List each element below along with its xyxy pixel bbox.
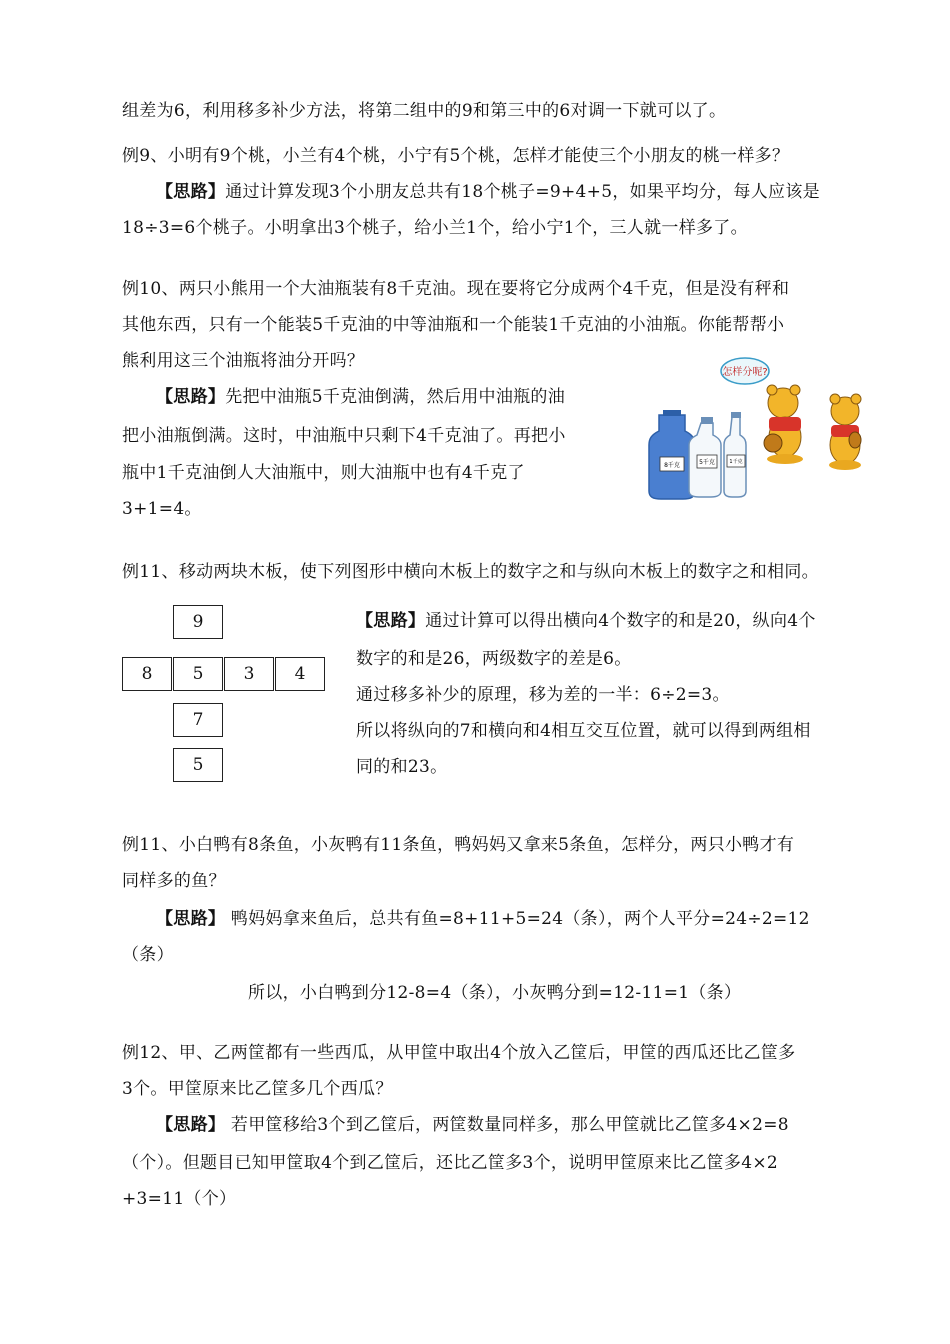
board-grid	[122, 605, 328, 786]
oil-bottles-bears-illustration	[645, 355, 870, 500]
example-12-hint	[156, 1114, 789, 1136]
bear-left	[764, 385, 803, 464]
hint-text: 若甲筐移给3个到乙筐后，两筐数量同样多，那么甲筐就比乙筐多4×2=8	[225, 1115, 789, 1135]
hint-tag: 【思路】	[156, 909, 226, 929]
text-line: （条）	[122, 945, 174, 965]
text-line: 组差为6，利用移多补少方法，将第二组中的9和第三中的6对调一下就可以了。	[122, 101, 727, 121]
bottle-label-big: 8千克	[664, 462, 680, 469]
text-line: 3+1=4。	[122, 499, 202, 519]
text-line: （个）。但题目已知甲筐取4个到乙筐后，还比乙筐多3个，说明甲筐原来比乙筐多4×2	[122, 1153, 779, 1173]
hint-tag: 【思路】	[156, 387, 226, 407]
text-line: 数字的和是26，两级数字的差是6。	[356, 649, 632, 669]
hint-tag: 【思路】	[156, 1115, 226, 1135]
grid-cell-down1: 7	[173, 703, 223, 737]
hint-text: 先把中油瓶5千克油倒满，然后用中油瓶的油	[225, 387, 566, 407]
example-11-title: 例11、移动两块木板，使下列图形中横向木板上的数字之和与纵向木板上的数字之和相同。	[122, 562, 819, 582]
text-line: 同的和23。	[356, 757, 448, 777]
text-line: 把小油瓶倒满。这时，中油瓶中只剩下4千克油了。再把小	[122, 426, 566, 446]
bottle-label-small: 1千克	[729, 459, 743, 465]
example-11b-hint	[156, 908, 810, 930]
grid-cell-center: 5	[173, 657, 223, 691]
hint-tag: 【思路】	[156, 182, 226, 202]
example-12-title: 例12、甲、乙两筐都有一些西瓜，从甲筐中取出4个放入乙筐后，甲筐的西瓜还比乙筐多	[122, 1043, 796, 1063]
text-line: 3个。甲筐原来比乙筐多几个西瓜？	[122, 1079, 393, 1099]
text-line: 通过移多补少的原理，移为差的一半：6÷2=3。	[356, 685, 730, 705]
hint-text: 通过计算可以得出横向4个数字的和是20，纵向4个	[425, 611, 816, 631]
example-11b-title: 例11、小白鸭有8条鱼，小灰鸭有11条鱼，鸭妈妈又拿来5条鱼，怎样分，两只小鸭才有	[122, 835, 795, 855]
text-line: 同样多的鱼？	[122, 871, 226, 891]
grid-cell-down2: 5	[173, 748, 223, 782]
text-line: 熊利用这三个油瓶将油分开吗？	[122, 351, 365, 371]
example-10-title: 例10、两只小熊用一个大油瓶装有8千克油。现在要将它分成两个4千克，但是没有秤和	[122, 279, 790, 299]
grid-cell-top: 9	[173, 605, 223, 639]
example-10-hint	[156, 386, 565, 408]
text-line: 所以，小白鸭到分12-8=4（条），小灰鸭分到=12-11=1（条）	[248, 983, 742, 1003]
grid-cell-right1: 3	[224, 657, 274, 691]
bottle-label-mid: 5千克	[699, 459, 715, 466]
text-line: 18÷3=6个桃子。小明拿出3个桃子，给小兰1个，给小宁1个，三人就一样多了。	[122, 218, 748, 238]
text-line: +3=11（个）	[122, 1189, 237, 1209]
grid-cell-left: 8	[122, 657, 172, 691]
hint-text: 通过计算发现3个小朋友总共有18个桃子=9+4+5，如果平均分，每人应该是	[225, 182, 820, 202]
text-line: 瓶中1千克油倒人大油瓶中，则大油瓶中也有4千克了	[122, 463, 525, 483]
hint-text: 鸭妈妈拿来鱼后，总共有鱼=8+11+5=24（条），两个人平分=24÷2=12	[225, 909, 810, 929]
example-9-title: 例9、小明有9个桃，小兰有4个桃，小宁有5个桃，怎样才能使三个小朋友的桃一样多？	[122, 146, 790, 166]
text-line: 所以将纵向的7和横向和4相互交互位置，就可以得到两组相	[356, 721, 811, 741]
hint-tag: 【思路】	[356, 611, 426, 631]
grid-cell-right2: 4	[275, 657, 325, 691]
bear-right	[829, 394, 861, 470]
example-9-hint	[156, 181, 820, 203]
bubble-text: 怎样分呢?	[722, 367, 768, 378]
example-11-hint	[356, 610, 816, 632]
text-line: 其他东西，只有一个能装5千克油的中等油瓶和一个能装1千克油的小油瓶。你能帮帮小	[122, 315, 785, 335]
